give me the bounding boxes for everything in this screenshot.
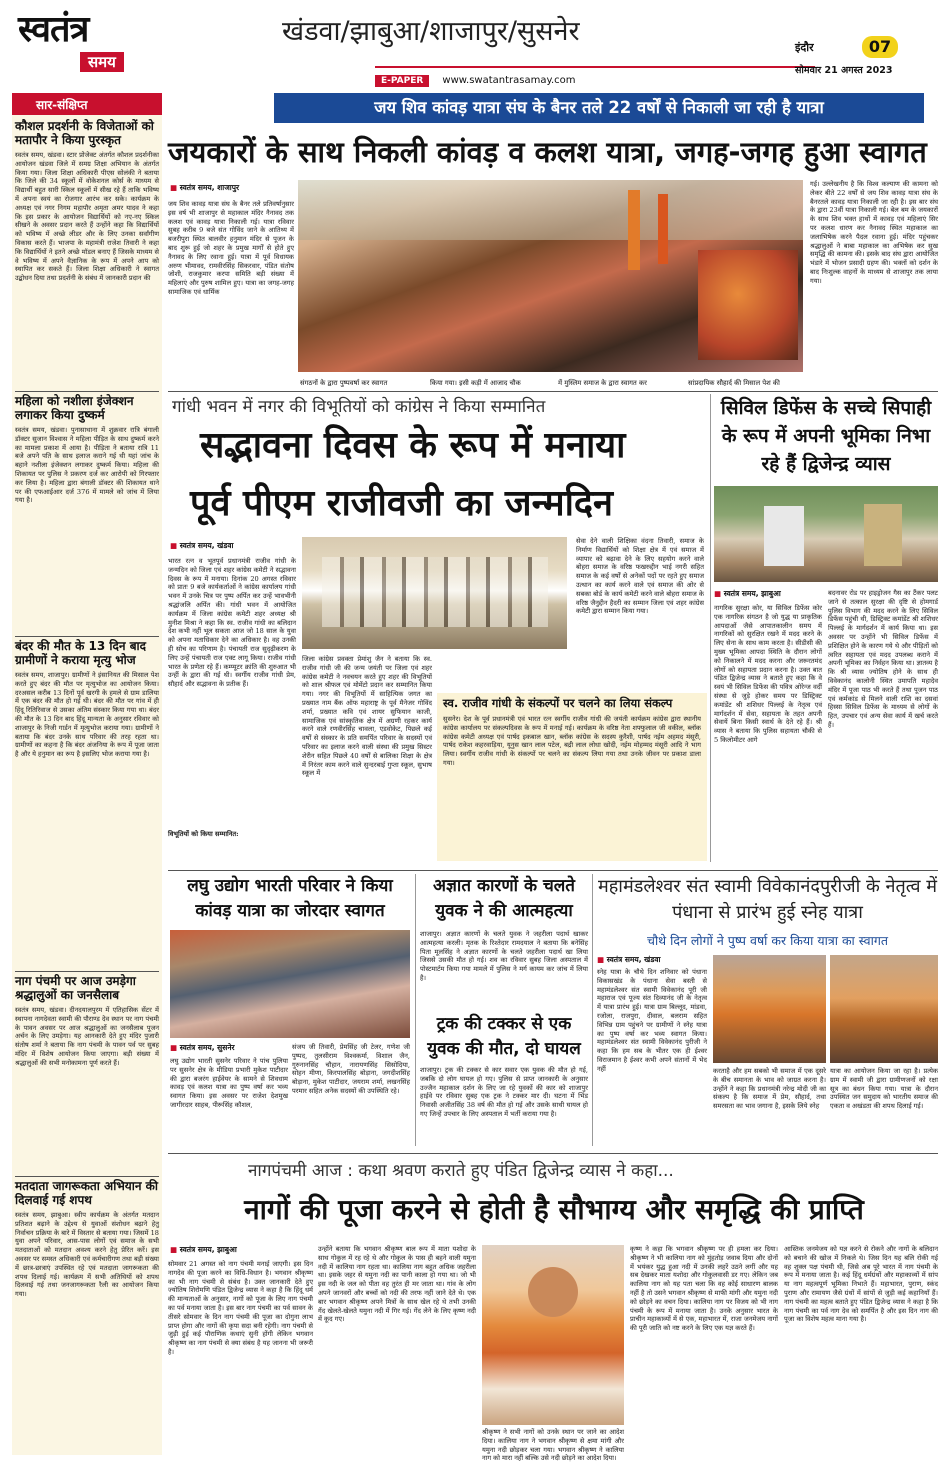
sidebar-title: सार-संक्षिप्त [12, 95, 162, 115]
story6-subhead: चौथे दिन लोगों ने पुष्प वर्षा कर किया यात्रा का स्वागत [647, 933, 888, 948]
sidebar-item-heading: मतदाता जागरूकता अभियान की दिलवाई गई शपथ [15, 1179, 158, 1207]
epaper-label: E-PAPER [375, 75, 429, 87]
story1-caption-2: किया गया। इसी कड़ी में आजाद चौक [430, 379, 521, 387]
story7-headline: नागों की पूजा करने से होती है सौभाग्य और समृद्धि की प्राप्ति [244, 1193, 864, 1226]
story6-text-col2: करताहै और हम सबको भी समाज में एक दूसरे के बीच समानता के भाव को जाग्रत करना है। उन्होंने ने कहा कि प्रधानमंत्री नरेन्द्र मोदी जी का संकल्प है कि समाज में प्रेम, सौहार्द, तथा समरसता का भाव जगाना है, इसके लिये स्नेह [713, 1067, 826, 1111]
sidebar [12, 93, 162, 1455]
story4-headline: लघु उद्योग भारती परिवार ने किया कांवड़ यात्रा का जोरदार स्वागत [187, 876, 393, 921]
story2-headline-line1: सद्भावना दिवस के रूप में मनाया [200, 425, 626, 466]
sidebar-item-body: स्वतंत्र समय, शाजापुर। ग्रामीणों ने इंसानियत की मिसाल पेश करते हुए बंदर की मौत पर मृत्युभोज का आयोजन किया। दरअसल करीब 13 दिनों पूर्व खरगी के हमले से ग्राम डालिया में एक बंदर की मौत हो गई थी। बंदर की मौत पर गांव में ही हिंदू रितिरिवाज से उसका अंतिम संस्कार किया गया था। बंदर की मौत के 13 दिन बाद हिंदू मान्यता के अनुसार रविवार को शाजापुर के निजी गार्डन में मृत्युभोज कराया गया। ग्रामीणों ने बताया कि बंदर उनके साथ परिवार की तरह रहता था। ग्रामीणों का कहना है कि बंदर अंजनिया के रूप में पूजा जाता है और ये हनुमान का रूप है इसलिए भोज कराया गया है। [15, 671, 159, 759]
sidebar-item [12, 974, 162, 1174]
story6-headline: महामंडलेश्वर संत स्वामी विवेकानंदपुरीजी के नेतृत्व में पंधाना से प्रारंभ हुई स्नेह यात्रा [597, 876, 938, 923]
story6-photo-2 [830, 955, 938, 1063]
epaper-bar [375, 66, 815, 86]
story5-body2: शाजापुर। ट्रक की टक्कर से कार सवार एक युवक की मौत हो गई, जबकि दो लोग घायल हो गए। पुलिस से प्राप्त जानकारी के अनुसार उज्जैन महाकाल दर्शन के लिए जा रहे युवकों की कार को शाजापुर हाईवे पर रविवार सुबह एक ट्रक ने टक्कर मार दी। घटना में भिंड निवासी अजीतसिंह 38 वर्ष की मौत हो गई और उसके साथी घायल हो गए जिन्हें उपचार के लिए अस्पताल में भर्ती कराया गया है। [420, 1066, 588, 1118]
sidebar-item-heading: नाग पंचमी पर आज उमड़ेगा श्रद्धालुओं का जनसैलाब [15, 974, 136, 1002]
story7-photo [482, 1245, 624, 1425]
story4-photo [170, 930, 410, 1038]
sidebar-item-body: स्वतंत्र समय, खंडवा। दीनदयालपुरम में एतिहासिक सेंटर में स्थापना नागदेवता स्वामी की पौराण्ड देव स्थान पर नाग पंचमी के पावन अवसर पर आज श्रद्धालुओं का जनसैलाब पूजन अर्चन के लिए उमड़ेगा। यह आनकारी देते हुए मंदिर पुजारी संतोष शर्मा ने बताया कि नाग पंचमी के पावन पर्व पर सुबह मंदिर में विशेष आयोजन किया जाएगा। बड़ी संख्या में श्रद्धालुओं की सभी मनोकामना पूर्ण करते हैं। [15, 1006, 159, 1067]
top-banner [274, 93, 924, 123]
story5-body: शाजापुर। अज्ञात कारणों के चलते युवक ने जहरीला पदार्थ खाकर आत्महत्या करली। मृतक के रिश्तेदार रामदयाल ने बताया कि बनेसिंह पिता मूलसिंह ने अज्ञात कारणों के चलते जहरीला पदार्थ खा लिया जिससे उसकी मौत हो गई। शव का रविवार सुबह जिला अस्पताल में पोस्टमार्टम किया गया मामले में पुलिस ने मर्ग कायम कर जांच में लिया है। [420, 930, 588, 982]
story1-byline: ■ स्वतंत्र समय, शाजापुर [170, 183, 290, 195]
sidebar-item [12, 1179, 162, 1449]
story3-headline: सिविल डिफेंस के सच्चे सिपाही के रूप में अपनी भूमिका निभा रहे हैं द्विजेन्द्र व्यास [720, 397, 932, 475]
story2-subhead: विभूतियों को किया सम्मानित: [168, 830, 239, 838]
story2-text-col2: जिला कांग्रेस प्रवक्ता प्रेमांशु जैन ने बताया कि स्व. राजीव गांधी जी की जन्म जयंती पर जिला एवं शहर कांग्रेस कमेटी ने नवचयन करते हुए शहर की विभूतियों को शाल श्रीफल एवं मोमेंटो प्रदान कर सम्मानित किया गया। नगर की विभूतियों में साहित्यिक जगत का प्रख्यात नाम बैंक ऑफ महाराष्ट्र के पूर्व मैनेजर गोविंद शर्मा, प्रख्यात कवि एवं शायर सुफियान काजी, सामाजिक एवं सांस्कृतिक क्षेत्र में अग्रणी रहकर कार्य करने वाले रणवीरसिंह चावला, एडवोकेट, पिछले कई वर्षों से संस्कार के प्रति समर्पित परिवार के सदस्यों एवं परिवार का इलाज करने वाली संस्था की प्रमुख सिस्टर शेरीन सहित पिछले 40 वर्षों से बालिका शिक्षा के क्षेत्र में निरंतर काम करने वाले सुन्दरबाई गुप्ता स्कूल, सुभाष स्कूल में [302, 655, 432, 778]
story4-byline: ■ स्वतंत्र समय, सुसनेर [170, 1043, 290, 1055]
sidebar-item [12, 394, 162, 634]
logo-top-text: स्वतंत्र [18, 9, 89, 50]
logo [18, 10, 158, 80]
story1-text-col1: जय शिव कावड़ यात्रा संघ के बैनर तले प्रतिवर्षानुसार इस वर्ष भी शाजापुर से महाकाल मंदिर नैनावद तक कलश एवं कावड़ यात्रा निकाली गई। यात्रा रविवार सुबह करीब 9 बजे संत गोविंद जाने के आतिथ्य में बजरीपुरा स्थित बालवीर हनुमान मंदिर से पूजन के बाद शुरू हुई जो शहर के प्रमुख मार्गों से होते हुए नैनावद के लिए रवाना हुई। यात्रा में पूर्व विधायक अरुण भीमावद, रामवीरसिंह सिकरवार, पंडित संतोष जोशी, राजकुमार करपा समिति बड़ी संख्या में महिलाएं और पुरुष शामिल हुए। यात्रा का जगह-जगह सामाजिक एवं धार्मिक [168, 200, 294, 296]
story7-byline: ■ स्वतंत्र समय, झाबुआ [170, 1245, 290, 1257]
sidebar-item-heading: महिला को नशीला इंजेक्शन लगाकर किया दुष्कर्म [15, 394, 134, 422]
logo-bottom-text: समय [80, 52, 124, 72]
story6-text-col1: स्नेह यात्रा के चौथे दिन शनिवार को पंधाना विकासखंड के पंधाना सेवा बस्ती से महामंडलेश्वर संत स्वामी विवेकानंद पूरी जी महाराज एवं पूज्य संत दिव्यानंद जी के नेतृत्व में यात्रा प्रारंभ हुई। यात्रा ग्राम बिल्लूद, मांडवा, रजोला, राजपुरा, दीवाल, बलराम सहित विभिन्न ग्राम पहुंचने पर ग्रामीणों ने स्नेह यात्रा का पुष्प वर्षा कर भव्य स्वागत किया। महामंडलेश्वर संत स्वामी विवेकानंद पुरीजी ने कहा कि हम सब के भीतर एक ही ईश्वर विराजमान है ईश्वर कभी अपने संतानों में भेद नहीं [597, 968, 707, 1073]
sidebar-item-body: स्वतंत्र समय, खंडवा। पुनासाथाना में शुक्रवार रात्रि बंगाली डॉक्टर सुजान विश्वास ने महिला पीड़ित के साथ दुष्कर्म करने का मामला प्रकाश में आया है। पीड़िता ने बताया रात्रि 11 बजे अपने पति के साथ इलाज कराने गई थी यहां जांच के बहाने नशीला इंजेक्शन लगाकर दुष्कर्म किया। महिला की शिकायत पर पुलिस ने प्रकरण दर्ज कर आरोपी को गिरफ्तार कर लिया है। महिला द्वारा बंगाली डॉक्टर की शिकायत थाने पर की एफआईआर दर्ज 376 में मामले को जांच में लिया गया है। [15, 426, 159, 505]
story3-byline: ■ स्वतंत्र समय, झाबुआ [714, 589, 824, 601]
story2-byline: ■ स्वतंत्र समय, खंडवा [170, 541, 300, 553]
story2-text-col1: भारत रत्न व भूतपूर्व प्रधानमंत्री राजीव गांधी के जन्मदिन को जिला एवं शहर कांग्रेस कमेटी ने सद्भावना दिवस के रूप में मनाया। दिनांक 20 अगस्त रविवार को प्रातः 9 बजे कार्यकर्ताओं ने कांग्रेस कार्यालय गांधी भवन में उनके चित्र पर पुष्प अर्पित कर उन्हें भावभीनी श्रद्धांजलि अर्पित की। गांधी भवन में आयोजित कार्यक्रम में जिला कांग्रेस कमेटी शहर अध्यक्ष श्री मुनीश मिश्रा ने कहा कि स्व. राजीव गांधी का बलिदान देश कभी नहीं भूल सकता आज जो 18 साल के युवा को अपना मताधिकार देने का अधिकार है। वह उनकी ही सोच का परिणाम है। पंचायती राज सुदृढ़ीकरण के लिए उन्हें पंचायती राज एक्ट लागू किया। राजीव गांधी भारत के प्रणेता रहे हैं। कम्प्यूटर क्रांति की शुरुआत भी उन्हीं के द्वारा की गई थी। स्वर्गीय राजीव गांधी प्रेम, सौहार्द और सद्भावना के प्रतीक हैं। [168, 557, 296, 689]
story5-headline: अज्ञात कारणों के चलते युवक ने की आत्महत्या [433, 876, 575, 921]
edition-title: खंडवा/झाबुआ/शाजापुर/सुसनेर [282, 16, 580, 47]
story7-text-col4: कृष्ण ने कहा कि भगवान श्रीकृष्ण पर ही हमला कर दिया। श्रीकृष्ण ने भी कालिया नाग को मुंहतोड़ जवाब दिया और दोनों में भयंकर युद्ध हुआ नदी में उनकी लहरें उठने लगीं और यह सब देखकर माता यशोदा और गोकुलवासी डर गए। लेकिन जब कालिया नाग को यह पता चला कि वह कोई साधारण बालक नहीं है तो उसने भगवान श्रीकृष्ण से माफी मांगी और यमुना नदी को छोड़ने का वचन दिया। कालिया नाग पर विजय को भी नाग पंचमी के रूप में मनाया जाता है। उनके अनुसार भारत के प्राचीन महाकाव्यों में से एक, महाभारत में, राजा जनमेजय नागों की पूरी जाति को नष्ट करने के लिए एक यज्ञ करते हैं। [630, 1245, 778, 1333]
story2-sub-body: सुसनेर। देश के पूर्व प्रधानमंत्री एवं भारत रत्न स्वर्गीय राजीव गांधी की जयंती कार्यक्रम कांग्रेस द्वारा स्थानीय कांग्रेस कार्यालय पर संकल्पदिवस के रूप में मनाई गई। कार्यक्रम के वरिष्ठ नेता शफ्फुलाल जी वकील, ब्लॉक कांग्रेस कमेटी अध्यक्ष एवं पार्षद इकबाल खान, ब्लॉक कांग्रेस के सदस्य कुरैशी, पार्षद नईम अहमद मंसूरी, पार्षद राकेश कहरवाड़िया, यूनुस खान लाल पटेल, बद्री लाल लोधा खोदी, नईम मोहम्मद मंसूरी आदि ने भाग लिया। स्वर्गीय राजीव गांधी के संकल्पों पर चलने का संकल्प लिया गया तथा उनके जीवन पर प्रकाश डाला गया। [443, 715, 701, 767]
story2-sub-box [437, 693, 707, 861]
story1-headline: जयकारों के साथ निकली कांवड़ व कलश यात्रा, जगह-जगह हुआ स्वागत [168, 135, 927, 169]
website-link[interactable]: www.swatantrasamay.com [442, 75, 576, 86]
sidebar-item-body: स्वतंत्र समय, खंडवा। स्टार प्रोजेक्ट अंतर्गत कौशल प्रदर्शनीका आयोजन खंडवा जिले में समग्र शिक्षा अभियान के अंतर्गत किया गया। जिला शिक्षा अधिकारी पीएस सोलंकी ने बताया कि जिले की 34 स्कूलों में वोकेशनल कोर्स के माध्यम से विद्यार्थी बहुत सारी स्किल स्कूलों में सीख रहे हैं ताकि भविष्य में अपना स्वयं का रोजगार आरंभ कर सके। कार्यक्रम के अध्यक्ष एवं नगर निगम महापौर अमृता अमर यादव ने कहा कि इस प्रकार के आयोजन विद्यार्थियों को नए-नए स्किल सीखने के अवसर प्रदान करते हैं उन्होंने कहा कि विद्यार्थियों को भविष्य में अच्छे लीडर और के लिए उनका सर्वांगीण विकास करते हैं। भाजपा के महामंत्री राजेश तिवारी ने कहा कि विद्यार्थियों ने इतने अच्छे मॉडल बनाए हैं जिसके माध्यम से वे भविष्य में अपने वैज्ञानिक के रूप में अपने आप को स्थापित कर सकते हैं। जिला शिक्षा अधिकारी ने स्वागत उद्बोधन दिया तथा प्रदर्शनी के संबंध में जानकारी प्रदान की [15, 151, 159, 283]
story4-text-col2: संजय जी तिवारी, प्रेमसिंह जी टेलर, गणेश जी पुष्पद, तुलसीराम विश्वकर्मा, विशाल जैन, गुरुनानसिंह चौहान, नारायणसिंह सिसोदिया, सोहन मीणा, किरपालसिंह बोड़ाना, जगदीशसिंह बोड़ाना, मुकेश पाटीदार, जयराम शर्मा, लखनसिंह परमार सहित अनेक सदस्यों की उपस्थिति रहे। [292, 1043, 410, 1095]
story6-byline: ■ स्वतंत्र समय, खंडवा [597, 955, 707, 967]
story1-caption-4: सांप्रदायिक सौहार्द की मिसाल पेश की [688, 379, 780, 387]
story1-text-col2: गई। उल्लेखनीय है कि विश्व कल्याण की कामना को लेकर बीते 22 वर्षों से जय शिव कावड़ यात्रा संघ के बैनरतले कावड़ यात्रा निकाली जा रही है। इस बार संघ के द्वारा 23वीं यात्रा निकाली गई। बेल बम के जयकारों के साथ शिव भक्त हाथों में कावड़ एवं महिलाएं सिर पर कलश धारण कर नैनावद स्थित महाकाल का जलाभिषेक करने पैदल रवाना हुई। मंदिर पहुंचकर श्रद्धालुओं ने बाबा महाकाल का अभिषेक कर सुख समृद्धि की कामना की। इसके बाद संघ द्वारा आयोजित भंडारे में भोजन प्रसादी ग्रहण की। भक्तों को दर्शन के बाद निःशुल्क वाहनों के माध्यम से शाजापुर तक लाया गया। [810, 180, 938, 285]
story3-text-col1: नागरिक सुरक्षा कोर, या सिविल डिफेंस कोर एक नागरिक संगठन है जो युद्ध या प्राकृतिक आपदाओं जैसे आपातकालीन समय में नागरिकों को सुरक्षित रखने में मदद करने के लिए सेना के साथ काम करता है। सीडीसी की मुख्य भूमिका आपदा स्थिति के दौरान लोगों को निकालने में मदद करना और जरूरतमंद लोगों को सहायता प्रदान करना है। उक्त बात पंडित द्विजेन्द्र व्यास ने बताते हुए कहा कि वे स्वयं भी सिविल डिफेंस की पवित्र ओरेन्ज वर्दी संस्था से जुड़े होकर समय पर डिस्ट्रिक्ट कमांडेंट श्री शशिधर पिल्लई के नेतृत्व एवं मार्गदर्शन में सेवा, सहायता के तहत अपनी सेवायें बिना किसी स्वार्थ के देते रहे हैं। श्री व्यास ने बताया कि पुलिस सहायता चौकी से 5 किलोमीटर आगे [714, 604, 822, 744]
story6-photo-1 [713, 955, 826, 1063]
story2-kicker: गांधी भवन में नगर की विभूतियों को कांग्रेस ने किया सम्मानित [172, 397, 546, 417]
sidebar-item-heading: बंदर की मौत के 13 दिन बाद ग्रामीणों ने कराया मृत्यु भोज [15, 639, 147, 667]
story2-sub-headline: स्व. राजीव गांधी के संकल्पों पर चलने का लिया संकल्प [443, 696, 673, 710]
story1-caption-3: में मुस्लिम समाज के द्वारा स्वागत कर [558, 379, 647, 387]
sidebar-item-heading: कौशल प्रदर्शनी के विजेताओं को मतापौर ने किया पुरस्कृत [15, 119, 154, 147]
masthead [0, 0, 945, 86]
sidebar-item [12, 119, 162, 389]
page-number: 07 [862, 36, 898, 58]
sidebar-item [12, 639, 162, 969]
story7-text-col3: श्रीकृष्ण ने सभी नागों को उनके स्थान पर जाने का आदेश दिया। कालिया नाग ने भगवान श्रीकृष्ण से क्षमा मांगी और यमुना नदी छोड़कर चला गया। भगवान श्रीकृष्ण ने कालिया नाग को मारा नहीं बल्कि उसे नदी छोड़ने का आदेश दिया। [482, 1428, 624, 1463]
story1-photo [298, 180, 803, 372]
city-label: इंदौर [795, 41, 814, 54]
story3-text-col2: बदनावर रोड पर हाइड्रोजन गैस का टैंकर पलट जाने से तत्काल सुरक्षा की दृष्टि से होमगार्ड पुलिस विभाग की मदद करने के लिए सिविल डिफेंस पहुंची थी, डिस्ट्रिक्ट कमांडेंट श्री शशिधर पिल्लई के मार्गदर्शन में कार्य किया था। इस अवसर पर उन्होंने भी सिविल डिफेंस में प्रशिक्षित होने के कारण गये थे और पीड़ितों को त्वरित सहायता एवं मदद उपलब्ध कराने में अपनी भूमिका का निर्वहन किया था। ज्ञातव्य है कि श्री व्यास ज्योतिष होने के साथ ही विवेकानंद कालोनी स्थित उमापति महादेव मंदिर में पूजा पाठ भी करते हैं तथा पूजन पाठ एवं कर्मकांड से मिलने वाली राशि का दसवां हिस्सा सिविल डिफेंस के माध्यम से लोगों के हित, उपचार एवं अन्य सेवा कार्य में खर्च करते हैं। [828, 589, 938, 729]
story7-text-col5: आस्तिक जनमेजय को यज्ञ करने से रोकने और नागों के बलिदान को बचाने की खोज में निकले थे। जिस दिन यह बलि रोकी गई वह शुक्ल पक्ष पंचमी थी, जिसे अब पूरे भारत में नाग पंचमी के रूप में मनाया जाता है। कई हिंदू धर्मग्रंथों और महाकाव्यों में सांप या नाग महत्वपूर्ण भूमिका निभाते हैं। महाभारत, पुराण, स्कंद पुराण और रामायण जैसे ग्रंथों में सांपों से जुड़ी कई कहानियाँ हैं। नाग पंचमी का महत्व बताते हुए पंडित द्विजेन्द्र व्यास ने कहा है कि नाग पंचमी का पर्व नाग देव को समर्पित है और इस दिन नाग की पूजा का विशेष महत्व माना गया है। [784, 1245, 938, 1324]
story7-text-col1: सोमवार 21 अगस्त को नाग पंचमी मनाई जाएगी। इस दिन नागदेव की पूजा करने का विधि-विधान है। भगवान श्रीकृष्ण का भी नाग पंचमी से संबंध है। उक्त जानकारी देते हुए ज्योतिष शिरोमणि पंडित द्विजेन्द्र व्यास ने कहा है कि हिंदू धर्म की मान्यताओं के अनुसार, नागों को पूजा के लिए नाग पंचमी का पर्व मनाया जाता है। इस बार नाग पंचमी का पर्व सावन के तीसरे सोमवार के दिन नाग पंचमी की पूजा का दोगुना लाभ प्राप्त होगा और नागों की कृपा सदा बनी रहेगी। नाग पंचमी से जुड़ी हुई कई पौराणिक कथाएं सुनी होंगी लेकिन भगवान श्रीकृष्ण का नाग पंचमी से क्या संबंध है यह जानना भी जरूरी है। [168, 1260, 313, 1356]
top-banner-text: जय शिव कांवड़ यात्रा संघ के बैनर तले 22 वर्षों से निकाली जा रही है यात्रा [374, 98, 824, 117]
sidebar-item-body: स्वतंत्र समय, झाबुआ। स्वीप कार्यक्रम के अंतर्गत मतदान प्रतिशत बढ़ाने के उद्देश्य से युवाओं संशोधन बढ़ाने हेतु निर्वाचन प्रक्रिया के बारे में विस्तार से बताया गया। जिसमें 18 युवा अपने परिवार, आस-पास लोगों एवं समाज के सभी मतदाताओं को मतदान अवश्य करने हेतु प्रेरित करें। इस अवसर पर समस्त अधिकारी एवं कर्मचारीगण तथा बड़ी संख्या में छात्र-छात्राएं उपस्थित रहे एवं मतदाता जागरूकता की शपथ दिलाई गई। कार्यक्रम में सभी अतिथियों को शपथ दिलवाई गई तथा जनजागरूकता रैली का आयोजन किया गया। [15, 1211, 159, 1299]
story3-photo [714, 486, 938, 582]
story5-headline2: ट्रक की टक्कर से एक युवक की मौत, दो घायल [427, 1014, 581, 1059]
story6-text-col3: यात्रा का आयोजन किया जा रहा है। प्रत्येक ग्राम में स्वामी जी द्वारा ग्रामीणजनों को रक्षा सूत्र का बंधन किया गया। यात्रा के दौरान उपस्थित जन समुदाय को भारतीय समाज की एकता व अखंडता की शपथ दिलाई गई। [830, 1067, 938, 1111]
story2-headline-line2: पूर्व पीएम राजीवजी का जन्मदिन [190, 483, 614, 524]
date-label: सोमवार 21 अगस्त 2023 [795, 65, 893, 76]
story7-text-col2: उन्होंने बताया कि भगवान श्रीकृष्ण बाल रूप में माता यशोदा के साथ गोकुल में रह रहे थे और गोकुल के पास ही बहने वाली यमुना नदी में कालिया नाग रहता था। कालिया नाग बहुत अधिक जहरीला था। इसके जहर से यमुना नदी का पानी काला हो गया था। जो भी इस नदी के जल को पीता वह तुरंत ही मर जाता था। गांव के लोग अपने जानवरों और बच्चों को नदी की तरफ नहीं जाने देते थे। एक बार भगवान श्रीकृष्ण अपने मित्रों के साथ खेल रहे थे तभी उनकी गेंद खेलते-खेलते यमुना नदी में गिर गई। गेंद लेने के लिए कृष्ण नदी में कूद गए। [318, 1245, 476, 1324]
story2-text-col3: सेवा देने वाली शिक्षिका वंदना तिवारी, समाज के निर्माण विद्यार्थियों को शिक्षा क्षेत्र में एवं समाज में व्यापार को बढ़ावा देने के लिए सहयोग करने वाले बोहरा समाज के वरिष्ठ फखरुद्दीन भाई नगरी सहित समाज के कई वर्षों से अनेकों पदों पर रहते हुए समाज उत्थान का कार्य करने वाले एवं समाज की ओर से सबका बोर्ड के कार्य कमेटी करने वाले बोहरा समाज के वरिष्ठ जैनुद्दीन हैदरी का सम्मान जिला एवं शहर कांग्रेस कमेटी द्वारा सम्मान किया गया। [576, 537, 704, 616]
story1-caption-1: संगठनों के द्वारा पुष्पवर्षा कर स्वागत [300, 379, 388, 387]
story2-photo [302, 537, 567, 649]
story7-kicker: नागपंचमी आज : कथा श्रवण कराते हुए पंडित द्विजेन्द्र व्यास ने कहा... [248, 1161, 674, 1181]
story4-text-col1: लघु उद्योग भारती सुसनेर परिवार ने पांच पुलिया पर सुसनेर क्षेत्र के मीडिया प्रभारी मुकेश पाटीदार की द्वारा बजरंग हाईवेयर के सामने से शिवधाम कावड़ एवं कलश यात्रा का पुष्प वर्षा कर भव्य स्वागत किया। इस अवसर पर राजेश देशमुख जागीरदार साहब, पीरूसिंह कौशल, [170, 1057, 288, 1109]
